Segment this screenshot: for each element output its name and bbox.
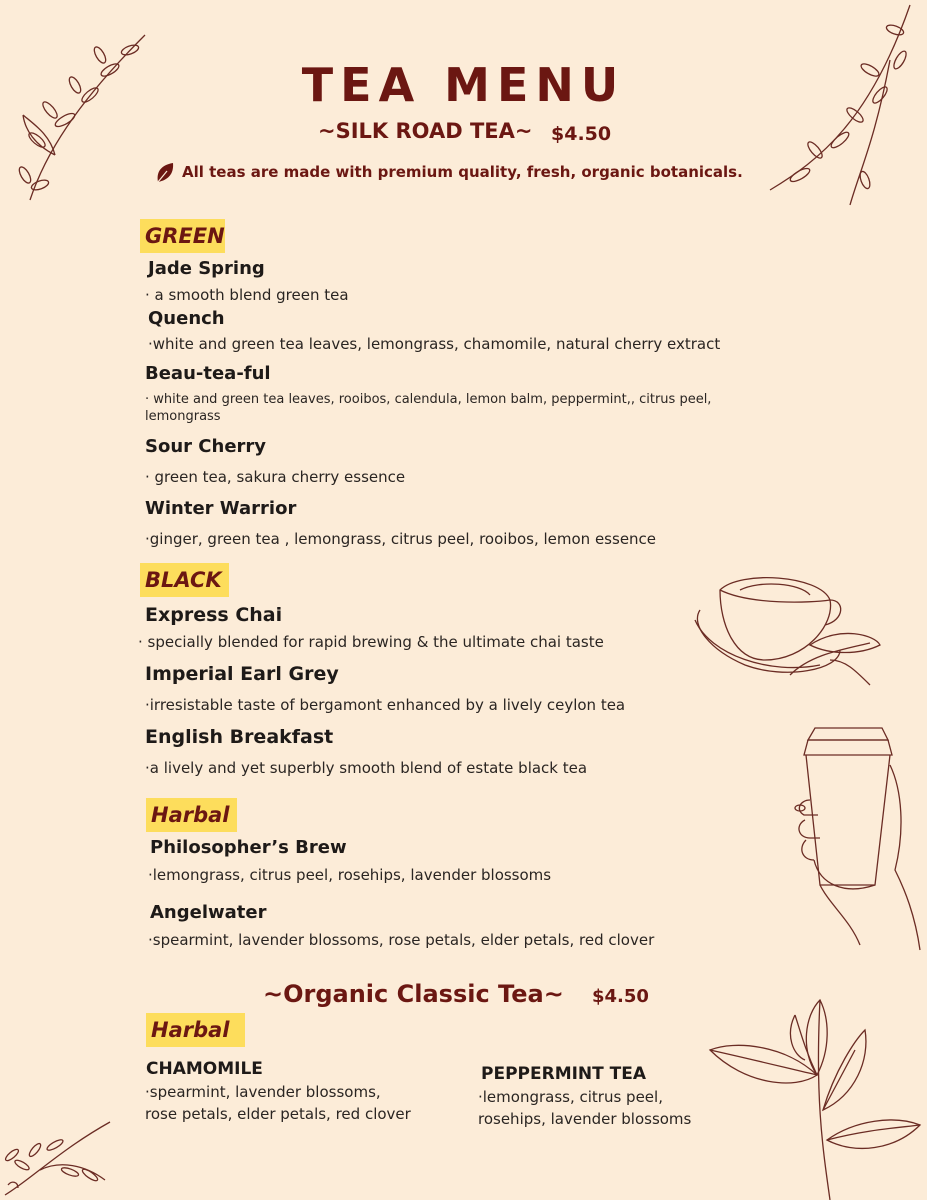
menu-item-name: Jade Spring	[148, 258, 265, 279]
menu-item-desc: ·lemongrass, citrus peel, rosehips, lavender blossoms	[478, 1088, 692, 1128]
menu-item-desc: ·a lively and yet superbly smooth blend of estate black tea	[145, 759, 588, 777]
price: $4.50	[551, 123, 612, 145]
menu-item-desc: ·lemongrass, citrus peel, rosehips, lavender blossoms	[148, 866, 552, 884]
menu-item-desc: ·white and green tea leaves, lemongrass, chamomile, natural cherry extract	[148, 335, 721, 353]
teacup-icon	[690, 565, 890, 690]
menu-item-name: Quench	[148, 308, 225, 329]
menu-item-desc: ·spearmint, lavender blossoms, rose petals, elder petals, red clover	[148, 931, 655, 949]
organic-price: $4.50	[592, 986, 649, 1007]
page-title: TEA MENU	[301, 58, 626, 112]
category-organic-herbal: Harbal	[146, 1013, 245, 1047]
menu-item-desc: ·ginger, green tea , lemongrass, citrus peel, rooibos, lemon essence	[145, 530, 657, 548]
menu-item-desc: · a smooth blend green tea	[145, 286, 349, 304]
category-black: BLACK	[140, 563, 229, 597]
menu-item-desc: · specially blended for rapid brewing & the ultimate chai taste	[138, 633, 604, 651]
menu-item-name: Beau-tea-ful	[145, 363, 271, 384]
category-herbal: Harbal	[146, 798, 237, 832]
menu-item-name: PEPPERMINT TEA	[481, 1064, 647, 1084]
hand-holding-cup-icon	[790, 720, 925, 955]
organic-section-title: ~Organic Classic Tea~	[263, 980, 564, 1008]
menu-item-name: CHAMOMILE	[146, 1059, 263, 1079]
section-subtitle: ~SILK ROAD TEA~	[318, 119, 533, 143]
menu-item-desc: ·irresistable taste of bergamont enhanced by a lively ceylon tea	[145, 696, 626, 714]
menu-item-desc: ·spearmint, lavender blossoms, rose petals, elder petals, red clover	[145, 1083, 411, 1123]
menu-item-name: Express Chai	[145, 604, 283, 626]
quality-note: All teas are made with premium quality, fresh, organic botanicals.	[182, 163, 743, 181]
menu-item-name: Philosopher’s Brew	[150, 837, 347, 858]
branch-bottom-left-icon	[0, 1110, 120, 1200]
tea-leaves-icon	[705, 990, 925, 1200]
menu-item-name: Sour Cherry	[145, 436, 267, 457]
leaf-icon	[155, 162, 175, 184]
menu-item-name: Imperial Earl Grey	[145, 663, 339, 685]
menu-item-name: Winter Warrior	[145, 498, 297, 519]
category-green: GREEN	[140, 219, 225, 253]
menu-item-desc: · white and green tea leaves, rooibos, calendula, lemon balm, peppermint,, citrus peel, lemongrass	[145, 392, 712, 424]
menu-item-desc: · green tea, sakura cherry essence	[145, 468, 406, 486]
menu-item-name: English Breakfast	[145, 726, 334, 748]
menu-item-name: Angelwater	[150, 902, 267, 923]
